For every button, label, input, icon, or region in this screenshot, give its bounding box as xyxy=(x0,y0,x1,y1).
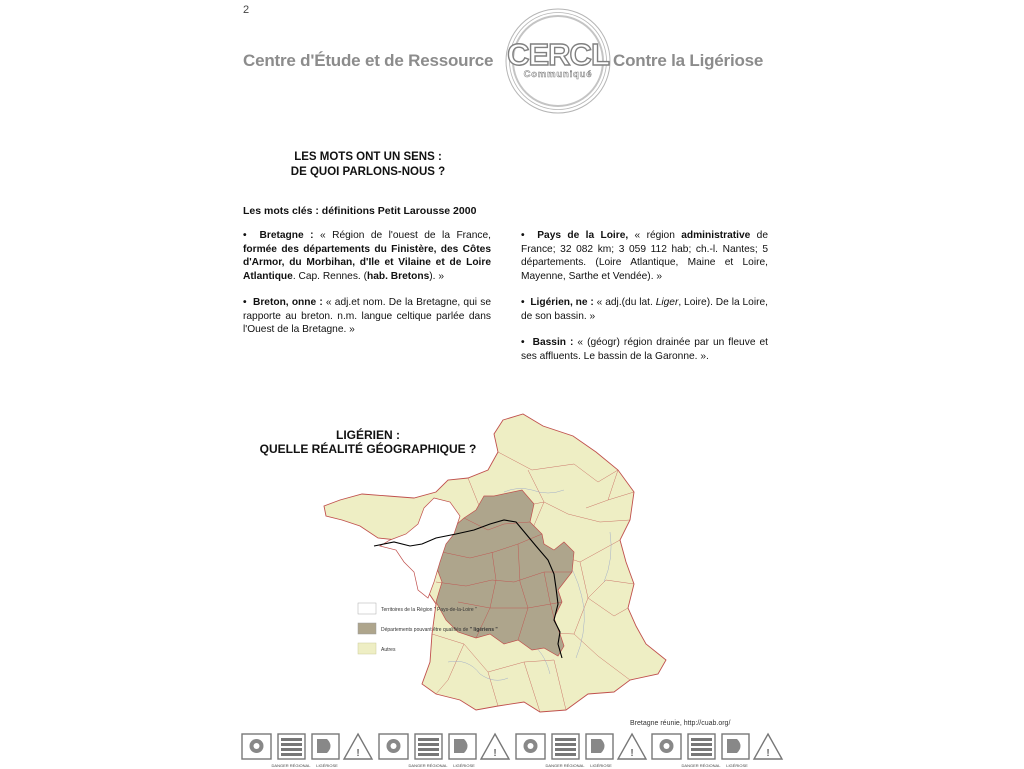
footer-label-ligeriose: LIGÉRIOSE xyxy=(590,763,612,768)
definition-text: de France; 32 082 km; 3 059 112 hab; ch.-l. Nantes; 5 départements. (Loire Atlantique, Maine et Loire, Mayenne, Sarthe et Vendée). » xyxy=(521,230,768,282)
definition-bretagne xyxy=(243,229,491,283)
logo-sub-text: Communiqué xyxy=(523,69,593,80)
definition-text: « région xyxy=(628,230,682,241)
definitions-left-column xyxy=(243,229,491,350)
legend-label-autres: Autres xyxy=(381,647,396,653)
footer-icon-set xyxy=(379,734,509,768)
definition-ligerien xyxy=(521,296,768,323)
definition-text-bold: hab. Bretons xyxy=(367,270,430,282)
warning-icon: ! xyxy=(766,748,770,759)
footer-label-danger: DANGER RÉGIONAL xyxy=(408,763,448,768)
definition-text: ). » xyxy=(429,270,444,282)
warning-icon: ! xyxy=(630,748,634,759)
definition-text-bold: administrative xyxy=(681,230,751,241)
definition-text: « Région de l'ouest de la France, xyxy=(313,230,491,241)
legend-label-pays-de-la-loire: Territoires de la Région " Pays-de-la-Loire " xyxy=(381,607,477,613)
footer-icon-set xyxy=(516,734,646,768)
legend-label-ligeriens xyxy=(381,627,498,633)
definitions-subtitle: Les mots clés : définitions Petit Larousse 2000 xyxy=(243,205,477,217)
page-number: 2 xyxy=(243,4,250,16)
bullet: • xyxy=(521,230,525,241)
footer-label-danger: DANGER RÉGIONAL xyxy=(681,763,721,768)
bullet: • xyxy=(243,297,247,308)
legend-label-ligeriens-text: Départements pouvant être qualifiés de xyxy=(381,627,470,633)
footer-icon-strip xyxy=(241,729,786,769)
map-title-line-2: QUELLE RÉALITÉ GÉOGRAPHIQUE ? xyxy=(259,442,477,456)
warning-icon: ! xyxy=(356,748,360,759)
definition-term: Bretagne : xyxy=(259,230,314,241)
definition-text-bold: formée des départements du Finistère, des Côtes d'Armor, du Morbihan, d'Ile et Vilaine et de Loire Atlantique xyxy=(243,243,491,282)
definition-breton xyxy=(243,296,491,337)
footer-icon-set xyxy=(242,734,372,768)
logo-main-text: CERCL xyxy=(507,37,609,72)
legend-swatch-pays-de-la-loire xyxy=(358,603,376,614)
definition-term: Bassin : xyxy=(532,337,574,348)
section-title xyxy=(243,150,493,180)
definition-text: « (géogr) région drainée par un fleuve et ses affluents. Le bassin de la Garonne. ». xyxy=(521,337,768,362)
definition-text: « adj.(du lat. xyxy=(593,297,656,308)
definition-term: Pays de la Loire, xyxy=(537,230,629,241)
footer-label-ligeriose: LIGÉRIOSE xyxy=(726,763,748,768)
footer-label-ligeriose: LIGÉRIOSE xyxy=(316,763,338,768)
legend-swatch-autres xyxy=(358,643,376,654)
definition-term: Ligérien, ne : xyxy=(530,297,594,308)
bullet: • xyxy=(521,297,525,308)
footer-label-ligeriose: LIGÉRIOSE xyxy=(453,763,475,768)
definitions-right-column xyxy=(521,229,768,376)
header-left-title: Centre d'Étude et de Ressource xyxy=(243,51,494,70)
definition-pays-de-la-loire xyxy=(521,229,768,283)
warning-icon: ! xyxy=(493,748,497,759)
footer-icon-set xyxy=(652,734,782,768)
section-title-line-2: DE QUOI PARLONS-NOUS ? xyxy=(290,166,446,178)
footer-label-danger: DANGER RÉGIONAL xyxy=(545,763,585,768)
france-map xyxy=(318,412,688,717)
definition-text-italic: Liger xyxy=(655,297,679,308)
definition-term: Breton, onne : xyxy=(252,297,323,308)
legend-label-ligeriens-bold: " ligériens " xyxy=(469,627,498,633)
cercl-logo xyxy=(505,8,611,114)
legend-swatch-ligeriens xyxy=(358,623,376,634)
map-title-line-1: LIGÉRIEN : xyxy=(335,428,400,442)
footer-label-danger: DANGER RÉGIONAL xyxy=(271,763,311,768)
bullet: • xyxy=(243,230,247,241)
definition-text: . Cap. Rennes. ( xyxy=(292,270,367,282)
section-title-line-1: LES MOTS ONT UN SENS : xyxy=(294,151,442,163)
definition-text: « adj.et nom. De la Bretagne, qui se rapporte au breton. n.m. langue celtique parlée dans l'Ouest de la Bretagne. » xyxy=(243,297,491,335)
map-credit: Bretagne réunie, http://cuab.org/ xyxy=(630,720,731,727)
definition-bassin xyxy=(521,336,768,363)
header-right-title: Contre la Ligériose xyxy=(613,51,764,70)
definition-text: , Loire). De la Loire, de son bassin. » xyxy=(521,297,768,322)
bullet: • xyxy=(521,337,525,348)
map-title xyxy=(243,428,493,456)
